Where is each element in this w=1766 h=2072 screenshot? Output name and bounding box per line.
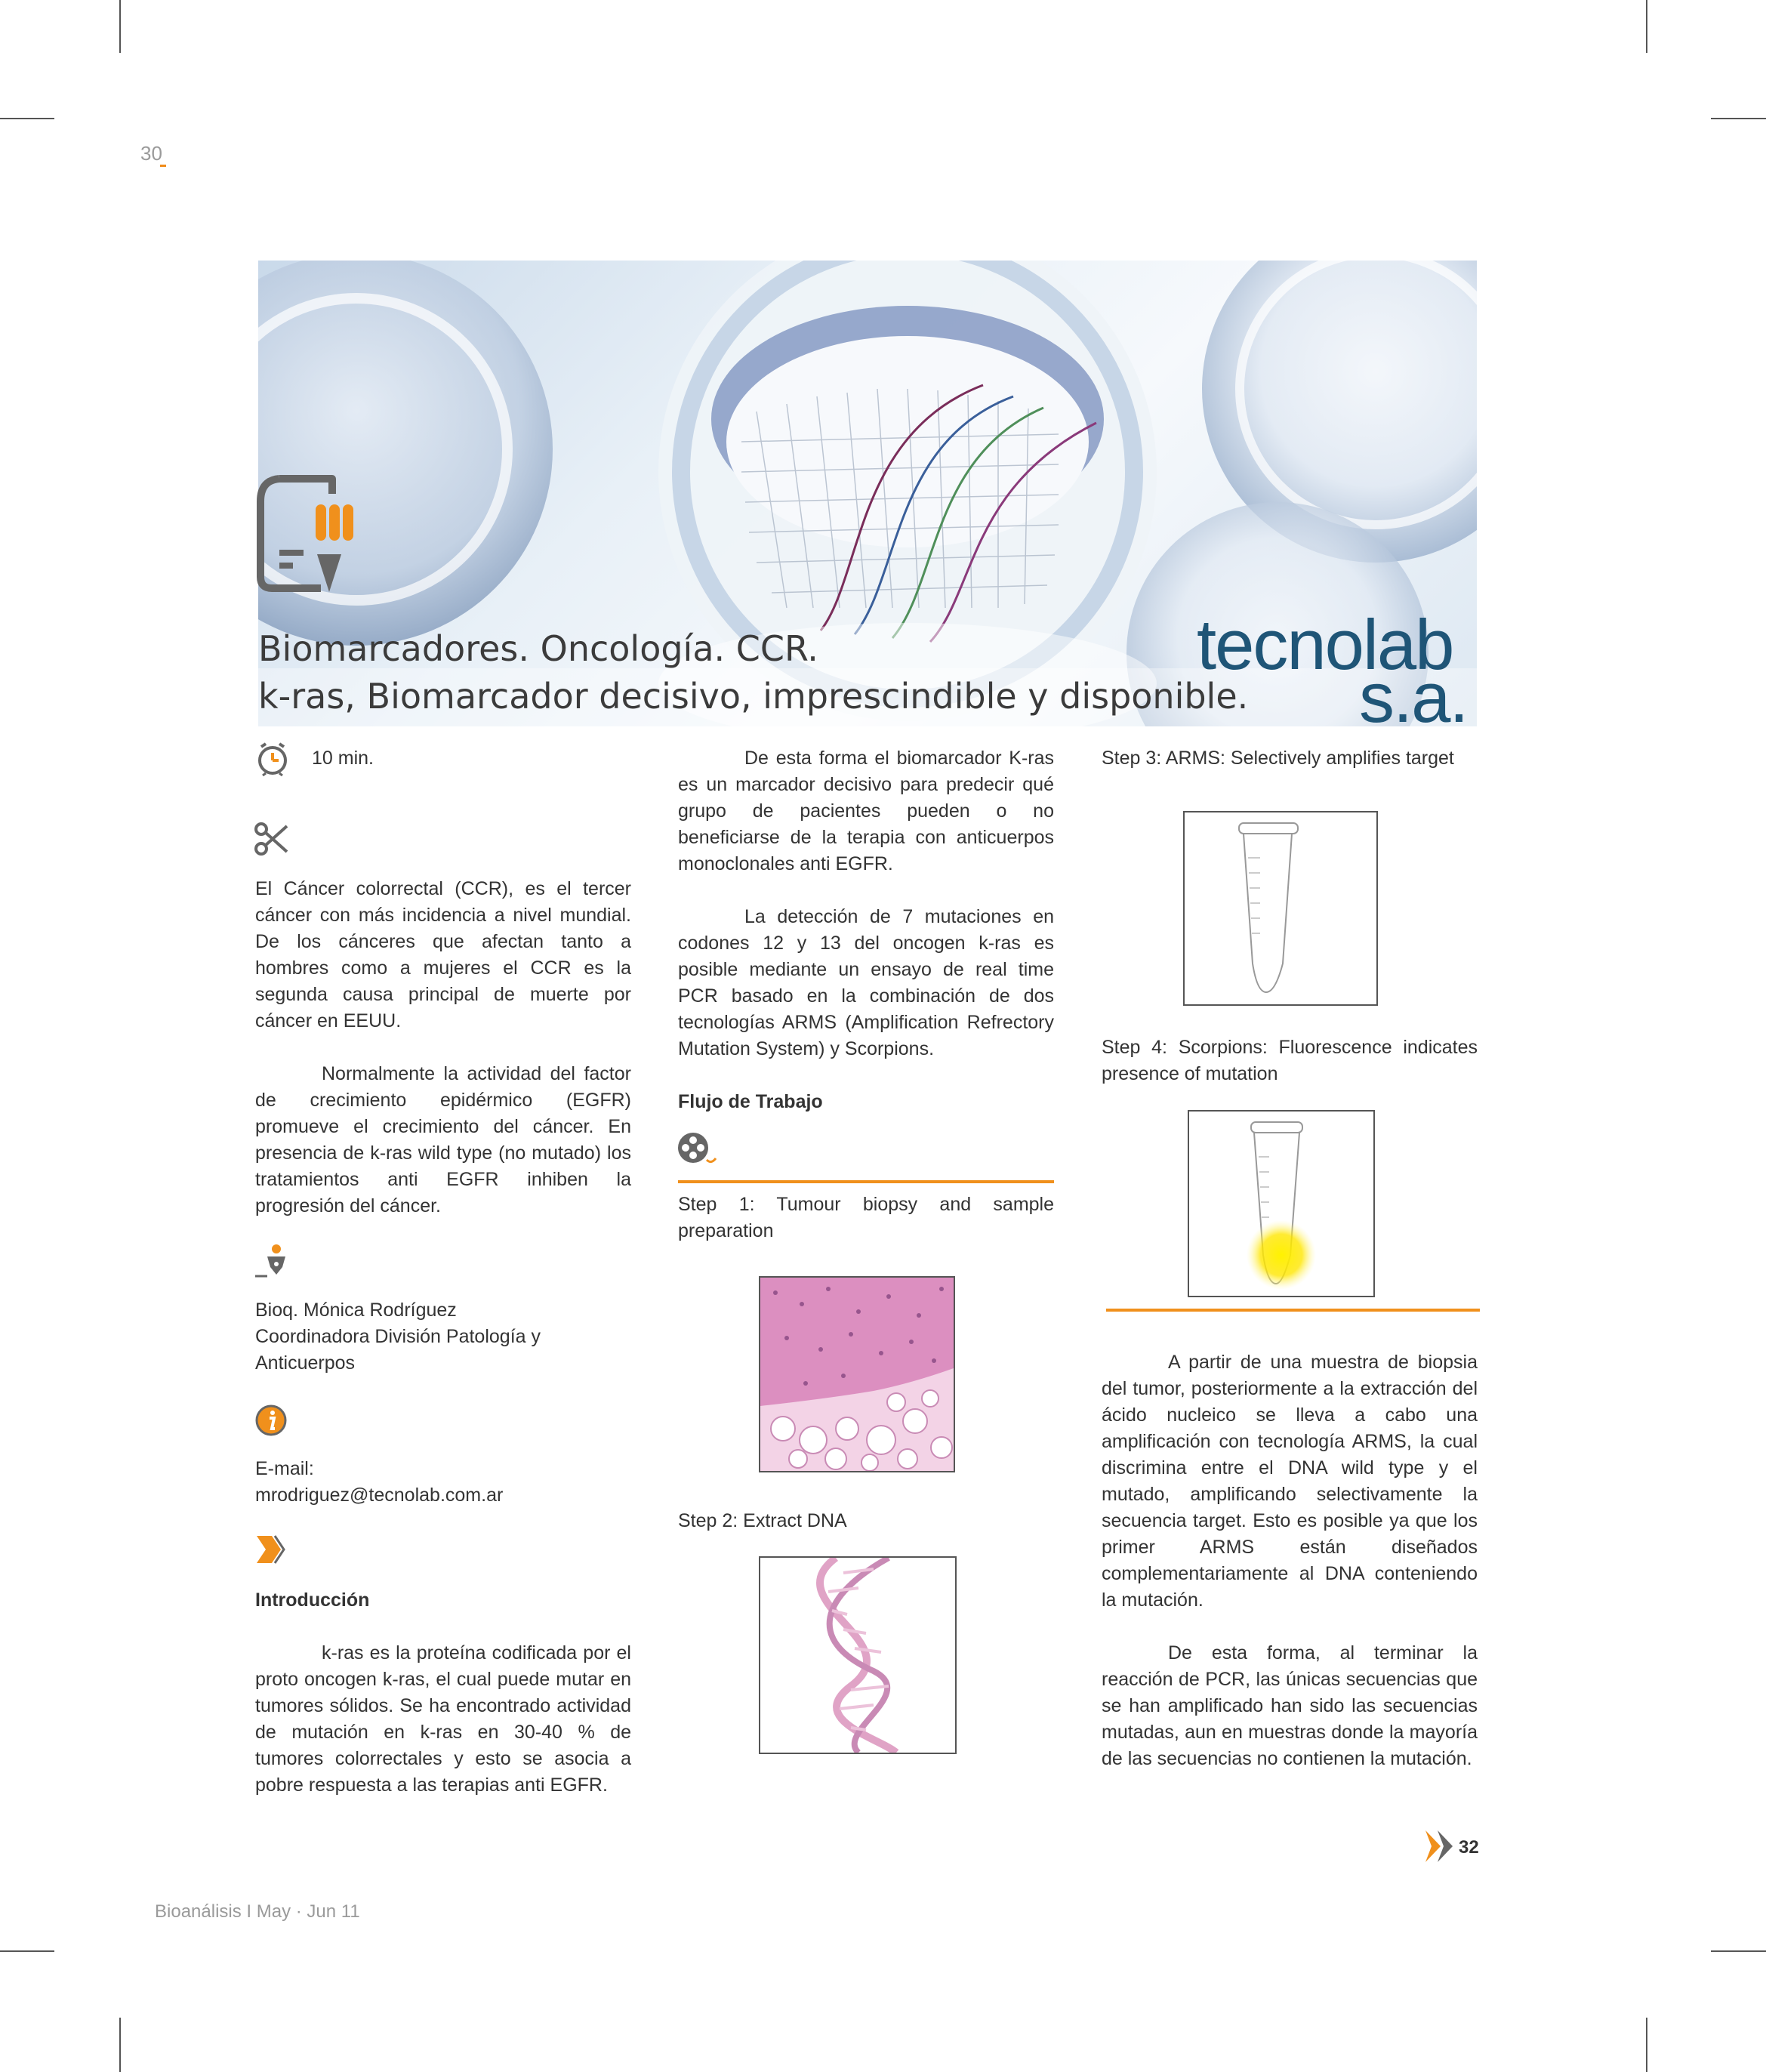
- logo-text: tecnolab: [1197, 605, 1453, 684]
- right-paragraph-2: De esta forma, al terminar la reacción de PCR, las únicas secuencias que se han amplificado han sido las secuencias mutadas, aun en muestras donde la mayoría de las secuencias no contienen la mutación.: [1102, 1642, 1478, 1769]
- intro-paragraph-2: Normalmente la actividad del factor de crecimiento epidérmico (EGFR) promueve el crecimiento del cáncer. En presencia de k-ras wild type (no mutado) los tratamientos anti EGFR inhiben la progresión del cáncer.: [255, 1063, 631, 1216]
- tube-image-step-3: [1183, 811, 1378, 1006]
- pen-nib-icon: [255, 1244, 290, 1279]
- crop-mark: [1646, 0, 1647, 53]
- crop-mark: [1646, 2018, 1647, 2072]
- film-reel-icon: [677, 1131, 720, 1167]
- step-2-label: Step 2: Extract DNA: [678, 1510, 847, 1531]
- step-1-label: Step 1: Tumour biopsy and sample preparation: [678, 1194, 1054, 1241]
- step-4-label: Step 4: Scorpions: Fluorescence indicates presence of mutation: [1102, 1037, 1478, 1084]
- steps-divider: [1106, 1309, 1480, 1312]
- middle-paragraph-1: De esta forma el biomarcador K-ras es un marcador decisivo para predecir qué grupo de pacientes pueden o no beneficiarse de la terapia con anticuerpos monoclonales anti EGFR.: [678, 748, 1054, 874]
- reading-time: 10 min.: [312, 748, 374, 769]
- email-label: E-mail:: [255, 1458, 314, 1479]
- page-number: 30: [140, 142, 162, 165]
- intro-paragraph-1: El Cáncer colorrectal (CCR), es el tercer cáncer con más incidencia a nivel mundial. De los cánceres que afectan tanto a hombres como a mujeres el CCR es la segunda causa principal de muerte por cáncer en EEUU.: [255, 878, 631, 1031]
- crop-mark: [1711, 1950, 1766, 1952]
- crop-mark: [119, 2018, 121, 2072]
- page-number-accent: [160, 165, 166, 167]
- step-2: [678, 1508, 1054, 1534]
- article-title: Biomarcadores. Oncología. CCR.: [258, 628, 818, 669]
- intro-section: [255, 1640, 631, 1799]
- dna-helix-image: [759, 1556, 957, 1754]
- logo-suffix: s.a.: [1359, 658, 1468, 737]
- article-icon: [257, 471, 366, 596]
- author-block: [255, 1297, 631, 1377]
- workflow-divider: [678, 1180, 1054, 1183]
- crop-mark: [1711, 118, 1766, 119]
- middle-paragraph-2: La detección de 7 mutaciones en codones 12 y 13 del oncogen k-ras es posible mediante un ensayo de real time PCR basado en la combinación de dos tecnologías ARMS (Amplification Refrectory Mutation System) y Scorpions.: [678, 906, 1054, 1059]
- fluorescent-tube-illustration: [1189, 1112, 1373, 1296]
- middle-column: [678, 745, 1054, 1115]
- intro-paragraph-3: k-ras es la proteína codificada por el proto oncogen k-ras, el cual puede mutar en tumores sólidos. Se ha encontrado actividad de mutación en k-ras en 30-40 % de tumores colorrectales y esto se asocia a pobre respuesta a las terapias anti EGFR.: [255, 1642, 631, 1796]
- clock-icon: [255, 742, 290, 776]
- dna-helix-illustration: [760, 1558, 955, 1753]
- workflow-heading: Flujo de Trabajo: [678, 1091, 823, 1112]
- step-4: [1102, 1034, 1478, 1087]
- tissue-illustration: [760, 1278, 954, 1471]
- right-column: [1102, 1349, 1478, 1772]
- scissors-icon: [254, 822, 290, 856]
- arrow-icon: [255, 1533, 285, 1566]
- next-page-number[interactable]: 32: [1459, 1837, 1479, 1858]
- contact-block: [255, 1456, 631, 1509]
- article-subtitle: k-ras, Biomarcador decisivo, imprescindible y disponible.: [258, 676, 1249, 717]
- tube-image-step-4: [1188, 1110, 1375, 1297]
- email-link[interactable]: mrodriguez@tecnolab.com.ar: [255, 1485, 504, 1506]
- right-paragraph-1: A partir de una muestra de biopsia del tumor, posteriormente a la extracción del ácido nucleico se lleva a cabo una amplificación con tecnología ARMS, la cual discrimina entre el DNA wild type y el mutado, amplificando selectivamente la secuencia target. Esto es posible ya que los primer ARMS están diseñados complementariamente al DNA conteniendo la mutación.: [1102, 1352, 1478, 1611]
- step-1: [678, 1192, 1054, 1244]
- tissue-biopsy-image: [759, 1276, 955, 1472]
- info-icon: [254, 1403, 288, 1438]
- crop-mark: [0, 118, 54, 119]
- author-name: Bioq. Mónica Rodríguez: [255, 1300, 457, 1321]
- test-tube-illustration: [1185, 812, 1376, 1004]
- step-3: [1102, 745, 1478, 772]
- intro-heading: Introducción: [255, 1589, 370, 1611]
- double-arrow-icon[interactable]: [1424, 1829, 1457, 1864]
- left-column: [255, 876, 631, 1219]
- step-3-label: Step 3: ARMS: Selectively amplifies target: [1102, 748, 1454, 769]
- footer-publication: Bioanálisis I May · Jun 11: [155, 1901, 360, 1922]
- crop-mark: [119, 0, 121, 53]
- author-role: Coordinadora División Patología y Anticuerpos: [255, 1326, 541, 1374]
- crop-mark: [0, 1950, 54, 1952]
